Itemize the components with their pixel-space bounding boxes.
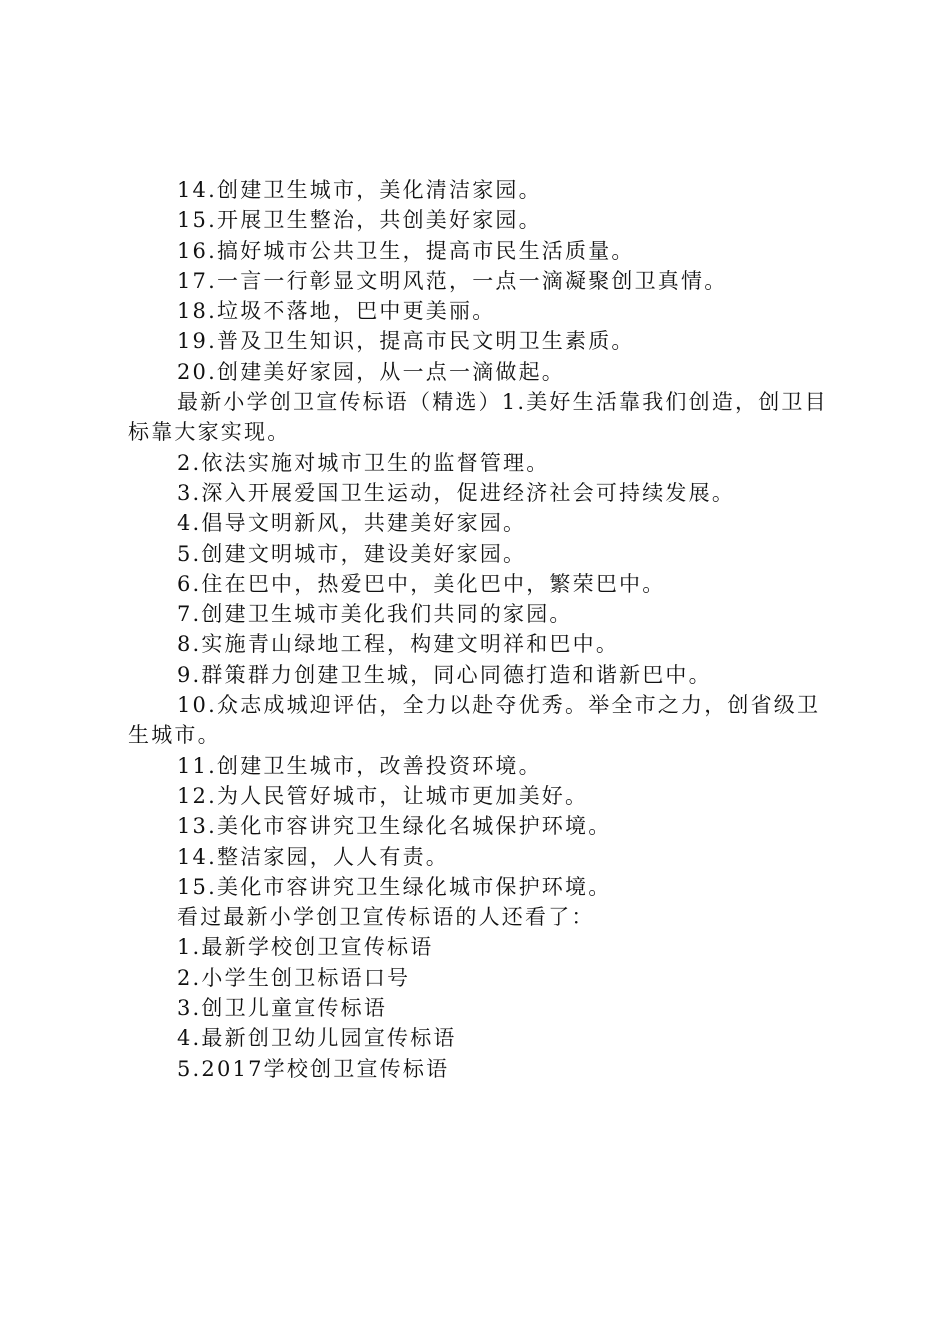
slogan-line: 9.群策群力创建卫生城，同心同德打造和谐新巴中。 <box>177 662 712 687</box>
slogan-line: 12.为人民管好城市，让城市更加美好。 <box>177 783 589 808</box>
slogan-line: 16.搞好城市公共卫生，提高市民生活质量。 <box>177 238 635 263</box>
related-item: 2.小学生创卫标语口号 <box>177 965 411 990</box>
slogan-paragraph: 10.众志成城迎评估，全力以赴夺优秀。举全市之力，创省级卫生城市。 <box>128 693 821 748</box>
related-item: 5.2017学校创卫宣传标语 <box>177 1056 450 1081</box>
slogan-line: 2.依法实施对城市卫生的监督管理。 <box>177 450 550 475</box>
slogan-line: 4.倡导文明新风，共建美好家园。 <box>177 511 527 536</box>
related-item: 4.最新创卫幼儿园宣传标语 <box>177 1026 457 1051</box>
slogan-line: 6.住在巴中，热爱巴中，美化巴中，繁荣巴中。 <box>177 571 666 596</box>
slogan-line: 11.创建卫生城市，改善投资环境。 <box>177 753 542 778</box>
slogan-line: 5.创建文明城市，建设美好家园。 <box>177 541 527 566</box>
slogan-line: 3.深入开展爱国卫生运动，促进经济社会可持续发展。 <box>177 480 736 505</box>
slogan-line: 18.垃圾不落地，巴中更美丽。 <box>177 299 496 324</box>
related-item: 1.最新学校创卫宣传标语 <box>177 935 434 960</box>
document-body <box>128 175 838 1084</box>
slogan-line: 7.创建卫生城市美化我们共同的家园。 <box>177 602 573 627</box>
slogan-line: 17.一言一行彰显文明风范，一点一滴凝聚创卫真情。 <box>177 268 728 293</box>
slogan-line: 15.美化市容讲究卫生绿化城市保护环境。 <box>177 874 612 899</box>
slogan-line: 13.美化市容讲究卫生绿化名城保护环境。 <box>177 814 612 839</box>
related-item: 3.创卫儿童宣传标语 <box>177 996 388 1021</box>
slogan-line: 14.创建卫生城市，美化清洁家园。 <box>177 178 542 202</box>
slogan-line: 20.创建美好家园，从一点一滴做起。 <box>177 359 565 384</box>
section-heading-paragraph: 最新小学创卫宣传标语（精选）1.美好生活靠我们创造，创卫目标靠大家实现。 <box>128 390 828 445</box>
slogan-line: 14.整洁家园，人人有责。 <box>177 844 449 869</box>
slogan-line: 19.普及卫生知识，提高市民文明卫生素质。 <box>177 329 635 354</box>
slogan-line: 8.实施青山绿地工程，构建文明祥和巴中。 <box>177 632 620 657</box>
slogan-line: 15.开展卫生整治，共创美好家园。 <box>177 208 542 233</box>
related-heading: 看过最新小学创卫宣传标语的人还看了： <box>177 905 595 930</box>
